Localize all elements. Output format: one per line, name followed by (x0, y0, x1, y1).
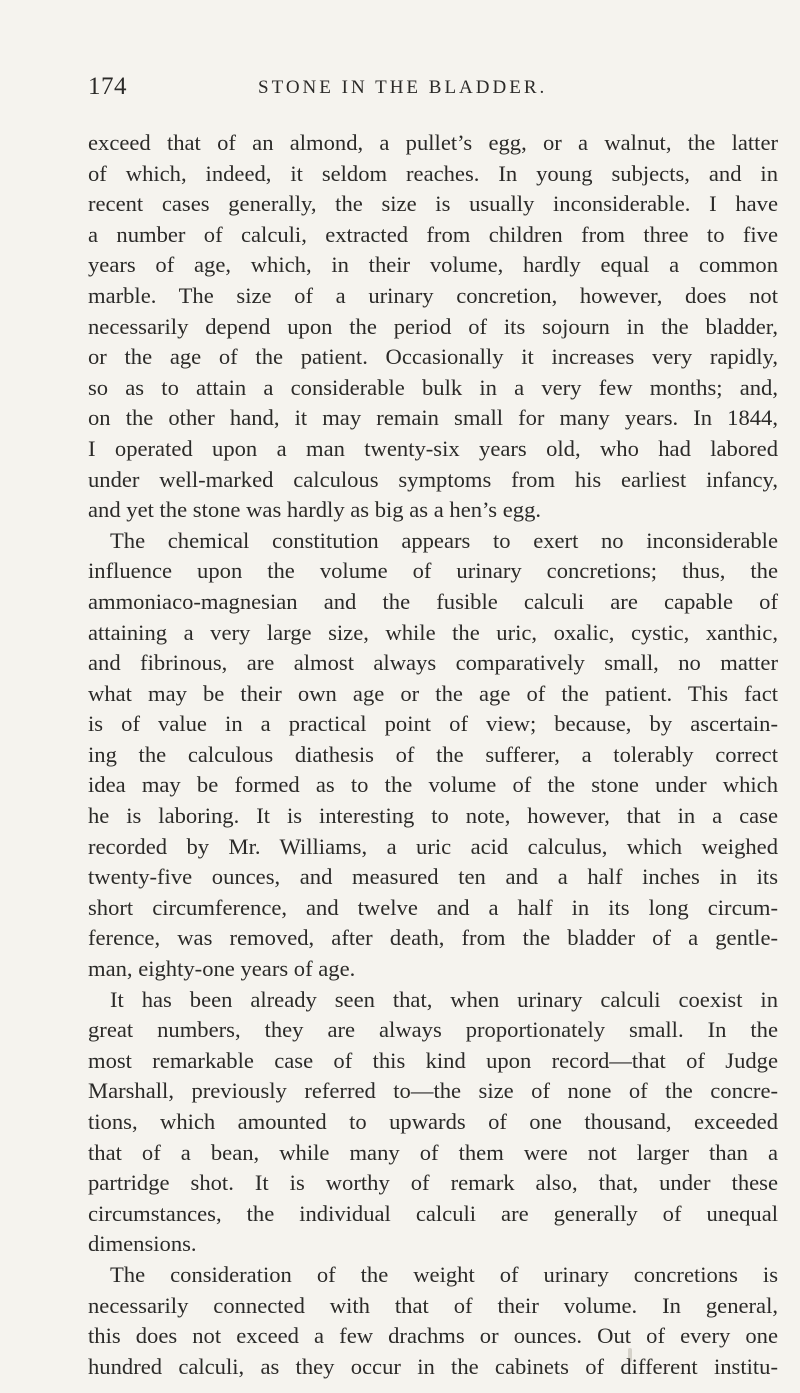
text-line: hundred calculi, as they occur in the cabinets of different institu- (88, 1353, 778, 1379)
text-line: exceed that of an almond, a pullet’s egg, or a walnut, the latter (88, 130, 778, 155)
text-line: influence upon the volume of urinary concretions; thus, the (88, 558, 778, 584)
text-line: ing the calculous diathesis of the sufferer, a tolerably correct (88, 741, 778, 767)
paragraph-start-line: The consideration of the weight of urinary concretions is (110, 1261, 778, 1287)
text-line: that of a bean, while many of them were not larger than a (88, 1139, 778, 1165)
paragraph-start-line: It has been already seen that, when urinary calculi coexist in (110, 986, 778, 1012)
page-number: 174 (88, 73, 127, 100)
text-line: recent cases generally, the size is usually inconsiderable. I have (88, 191, 778, 217)
text-line: years of age, which, in their volume, hardly equal a common (88, 252, 778, 278)
text-line: on the other hand, it may remain small for many years. In 1844, (88, 405, 778, 431)
paragraph-start-line: The chemical constitution appears to exert no inconsiderable (110, 527, 778, 553)
text-line: and fibrinous, are almost always comparatively small, no matter (88, 650, 778, 676)
text-line: and yet the stone was hardly as big as a hen’s egg. (88, 497, 542, 523)
text-line: is of value in a practical point of view; because, by ascertain- (88, 711, 778, 737)
text-line: recorded by Mr. Williams, a uric acid calculus, which weighed (88, 833, 778, 859)
text-line: or the age of the patient. Occasionally it increases very rapidly, (88, 344, 778, 370)
text-line: what may be their own age or the age of the patient. This fact (88, 680, 778, 706)
text-line: circumstances, the individual calculi are generally of unequal (88, 1200, 778, 1226)
text-line: partridge shot. It is worthy of remark also, that, under these (88, 1170, 778, 1196)
text-line: most remarkable case of this kind upon record—that of Judge (88, 1047, 778, 1073)
text-line: so as to attain a considerable bulk in a very few months; and, (88, 374, 778, 400)
text-line: idea may be formed as to the volume of the stone under which (88, 772, 778, 798)
text-line: short circumference, and twelve and a half in its long circum- (88, 894, 778, 920)
text-line: a number of calculi, extracted from children from three to five (88, 221, 778, 247)
text-line: great numbers, they are always proportionately small. In the (88, 1017, 778, 1043)
text-line: tions, which amounted to upwards of one thousand, exceeded (88, 1109, 778, 1134)
text-line: marble. The size of a urinary concretion, however, does not (88, 282, 778, 308)
text-line: attaining a very large size, while the uric, oxalic, cystic, xanthic, (88, 619, 778, 645)
text-line: necessarily depend upon the period of its sojourn in the bladder, (88, 313, 778, 339)
body-text (88, 128, 778, 1382)
running-head: STONE IN THE BLADDER. (258, 77, 548, 98)
text-line: necessarily connected with that of their volume. In general, (88, 1292, 778, 1318)
paper-mark (628, 1348, 632, 1362)
page-header (88, 73, 778, 107)
text-line: dimensions. (88, 1231, 197, 1257)
text-line: this does not exceed a few drachms or ounces. Out of every one (88, 1323, 778, 1349)
text-line: man, eighty-one years of age. (88, 956, 356, 982)
text-line: he is laboring. It is interesting to note, however, that in a case (88, 803, 778, 829)
text-line: twenty-five ounces, and measured ten and a half inches in its (88, 864, 778, 890)
text-line: Marshall, previously referred to—the size of none of the concre- (88, 1078, 778, 1104)
text-line: I operated upon a man twenty-six years old, who had labored (88, 435, 778, 461)
text-line: ammoniaco-magnesian and the fusible calculi are capable of (88, 588, 778, 614)
text-line: of which, indeed, it seldom reaches. In young subjects, and in (88, 160, 778, 186)
text-line: ference, was removed, after death, from the bladder of a gentle- (88, 925, 778, 951)
text-line: under well-marked calculous symptoms from his earliest infancy, (88, 466, 778, 492)
